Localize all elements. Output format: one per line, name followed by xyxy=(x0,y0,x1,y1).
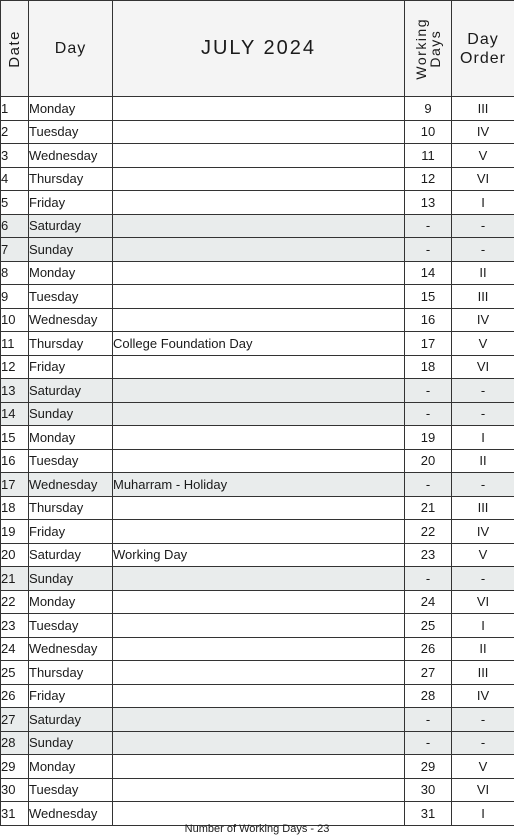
event-cell xyxy=(113,167,405,191)
date-cell: 6 xyxy=(1,214,29,238)
table-row xyxy=(1,708,514,732)
date-cell: 29 xyxy=(1,755,29,779)
table-row xyxy=(1,426,514,450)
event-cell xyxy=(113,755,405,779)
header-row xyxy=(1,1,514,97)
day-cell: Sunday xyxy=(29,238,113,262)
date-header-label: Date xyxy=(6,30,23,68)
working-day-cell: - xyxy=(405,567,452,591)
day-order-cell: - xyxy=(452,214,514,238)
event-cell xyxy=(113,778,405,802)
working-day-cell: 23 xyxy=(405,543,452,567)
working-day-cell: 11 xyxy=(405,144,452,168)
working-day-cell: 10 xyxy=(405,120,452,144)
day-cell: Monday xyxy=(29,755,113,779)
day-order-cell: - xyxy=(452,567,514,591)
day-order-cell: III xyxy=(452,285,514,309)
day-cell: Sunday xyxy=(29,567,113,591)
table-row xyxy=(1,590,514,614)
day-cell: Sunday xyxy=(29,402,113,426)
day-cell: Monday xyxy=(29,261,113,285)
day-order-cell: - xyxy=(452,473,514,497)
table-row xyxy=(1,637,514,661)
date-cell: 26 xyxy=(1,684,29,708)
working-day-cell: 12 xyxy=(405,167,452,191)
day-order-cell: - xyxy=(452,731,514,755)
day-order-cell: V xyxy=(452,332,514,356)
date-cell: 8 xyxy=(1,261,29,285)
working-day-cell: 20 xyxy=(405,449,452,473)
day-cell: Wednesday xyxy=(29,637,113,661)
day-cell: Tuesday xyxy=(29,778,113,802)
date-cell: 9 xyxy=(1,285,29,309)
working-day-cell: 24 xyxy=(405,590,452,614)
table-row xyxy=(1,261,514,285)
working-day-cell: - xyxy=(405,379,452,403)
date-cell: 17 xyxy=(1,473,29,497)
event-cell xyxy=(113,238,405,262)
day-order-cell: III xyxy=(452,496,514,520)
date-cell: 1 xyxy=(1,97,29,121)
date-cell: 16 xyxy=(1,449,29,473)
table-row xyxy=(1,285,514,309)
date-cell: 5 xyxy=(1,191,29,215)
day-order-cell: IV xyxy=(452,684,514,708)
working-day-cell: - xyxy=(405,238,452,262)
working-day-cell: 28 xyxy=(405,684,452,708)
working-day-cell: 25 xyxy=(405,614,452,638)
day-order-cell: V xyxy=(452,755,514,779)
day-order-cell: I xyxy=(452,614,514,638)
day-order-column-header xyxy=(452,1,514,97)
table-row xyxy=(1,214,514,238)
date-cell: 3 xyxy=(1,144,29,168)
date-cell: 11 xyxy=(1,332,29,356)
day-order-cell: V xyxy=(452,543,514,567)
event-cell xyxy=(113,449,405,473)
day-order-cell: IV xyxy=(452,520,514,544)
day-cell: Thursday xyxy=(29,167,113,191)
event-cell: Muharram - Holiday xyxy=(113,473,405,497)
event-cell xyxy=(113,614,405,638)
day-cell: Tuesday xyxy=(29,614,113,638)
working-day-cell: - xyxy=(405,402,452,426)
day-cell: Thursday xyxy=(29,661,113,685)
working-day-cell: 22 xyxy=(405,520,452,544)
working-day-cell: 30 xyxy=(405,778,452,802)
date-cell: 31 xyxy=(1,802,29,826)
day-order-cell: II xyxy=(452,637,514,661)
day-cell: Wednesday xyxy=(29,802,113,826)
event-cell: College Foundation Day xyxy=(113,332,405,356)
table-row xyxy=(1,120,514,144)
table-row xyxy=(1,167,514,191)
event-cell xyxy=(113,355,405,379)
day-order-cell: VI xyxy=(452,778,514,802)
day-order-cell: II xyxy=(452,449,514,473)
date-cell: 20 xyxy=(1,543,29,567)
working-days-column-header xyxy=(405,1,452,97)
table-row xyxy=(1,308,514,332)
day-cell: Sunday xyxy=(29,731,113,755)
day-cell: Monday xyxy=(29,590,113,614)
date-cell: 4 xyxy=(1,167,29,191)
event-cell xyxy=(113,520,405,544)
event-cell xyxy=(113,97,405,121)
working-day-cell: - xyxy=(405,214,452,238)
table-row xyxy=(1,144,514,168)
date-cell: 25 xyxy=(1,661,29,685)
event-cell xyxy=(113,120,405,144)
day-cell: Saturday xyxy=(29,379,113,403)
day-cell: Monday xyxy=(29,426,113,450)
day-cell: Wednesday xyxy=(29,144,113,168)
table-row xyxy=(1,755,514,779)
working-day-cell: - xyxy=(405,708,452,732)
day-cell: Friday xyxy=(29,191,113,215)
working-day-cell: 15 xyxy=(405,285,452,309)
day-cell: Wednesday xyxy=(29,308,113,332)
day-order-header-line2: Order xyxy=(460,50,506,67)
working-day-cell: 21 xyxy=(405,496,452,520)
table-row xyxy=(1,449,514,473)
date-cell: 22 xyxy=(1,590,29,614)
table-row xyxy=(1,238,514,262)
working-day-cell: 27 xyxy=(405,661,452,685)
table-row xyxy=(1,684,514,708)
working-day-cell: - xyxy=(405,473,452,497)
calendar-body xyxy=(1,97,514,826)
day-cell: Thursday xyxy=(29,332,113,356)
day-cell: Friday xyxy=(29,520,113,544)
day-cell: Saturday xyxy=(29,708,113,732)
event-cell xyxy=(113,261,405,285)
day-order-cell: III xyxy=(452,661,514,685)
day-order-cell: I xyxy=(452,802,514,826)
day-order-cell: IV xyxy=(452,120,514,144)
working-day-cell: 16 xyxy=(405,308,452,332)
event-cell xyxy=(113,708,405,732)
date-cell: 21 xyxy=(1,567,29,591)
date-cell: 30 xyxy=(1,778,29,802)
table-row xyxy=(1,543,514,567)
date-cell: 19 xyxy=(1,520,29,544)
day-order-cell: V xyxy=(452,144,514,168)
working-day-cell: 9 xyxy=(405,97,452,121)
table-row xyxy=(1,97,514,121)
day-order-cell: IV xyxy=(452,308,514,332)
working-day-cell: 17 xyxy=(405,332,452,356)
table-row xyxy=(1,567,514,591)
working-day-cell: 26 xyxy=(405,637,452,661)
day-order-cell: II xyxy=(452,261,514,285)
date-cell: 27 xyxy=(1,708,29,732)
event-cell xyxy=(113,308,405,332)
day-order-cell: - xyxy=(452,708,514,732)
table-row xyxy=(1,332,514,356)
event-cell xyxy=(113,590,405,614)
day-cell: Saturday xyxy=(29,543,113,567)
day-order-cell: - xyxy=(452,379,514,403)
table-row xyxy=(1,520,514,544)
day-order-cell: III xyxy=(452,97,514,121)
working-days-header-label: Working Days xyxy=(414,18,442,80)
date-cell: 13 xyxy=(1,379,29,403)
event-cell xyxy=(113,661,405,685)
working-day-cell: 29 xyxy=(405,755,452,779)
working-days-total: Number of Working Days - 23 xyxy=(0,822,514,836)
date-cell: 10 xyxy=(1,308,29,332)
date-column-header xyxy=(1,1,29,97)
event-cell xyxy=(113,567,405,591)
day-cell: Tuesday xyxy=(29,120,113,144)
table-row xyxy=(1,614,514,638)
day-order-header-line1: Day xyxy=(467,31,498,48)
day-cell: Wednesday xyxy=(29,473,113,497)
table-row xyxy=(1,402,514,426)
event-cell xyxy=(113,191,405,215)
date-cell: 2 xyxy=(1,120,29,144)
table-row xyxy=(1,355,514,379)
working-day-cell: 14 xyxy=(405,261,452,285)
date-cell: 23 xyxy=(1,614,29,638)
day-cell: Monday xyxy=(29,97,113,121)
date-cell: 24 xyxy=(1,637,29,661)
date-cell: 7 xyxy=(1,238,29,262)
event-cell xyxy=(113,379,405,403)
day-order-cell: I xyxy=(452,426,514,450)
event-cell xyxy=(113,285,405,309)
working-day-cell: - xyxy=(405,731,452,755)
day-order-cell: VI xyxy=(452,167,514,191)
date-cell: 12 xyxy=(1,355,29,379)
working-day-cell: 31 xyxy=(405,802,452,826)
event-cell xyxy=(113,402,405,426)
table-row xyxy=(1,731,514,755)
date-cell: 14 xyxy=(1,402,29,426)
table-row xyxy=(1,379,514,403)
event-cell xyxy=(113,496,405,520)
date-cell: 18 xyxy=(1,496,29,520)
day-order-cell: VI xyxy=(452,355,514,379)
table-row xyxy=(1,473,514,497)
table-row xyxy=(1,661,514,685)
day-cell: Tuesday xyxy=(29,449,113,473)
event-cell xyxy=(113,144,405,168)
table-row xyxy=(1,496,514,520)
date-cell: 15 xyxy=(1,426,29,450)
day-order-cell: VI xyxy=(452,590,514,614)
working-day-cell: 18 xyxy=(405,355,452,379)
day-column-header: Day xyxy=(29,1,113,97)
month-title: JULY 2024 xyxy=(113,1,405,97)
table-row xyxy=(1,778,514,802)
day-cell: Thursday xyxy=(29,496,113,520)
day-order-cell: I xyxy=(452,191,514,215)
day-cell: Friday xyxy=(29,355,113,379)
day-order-cell: - xyxy=(452,238,514,262)
event-cell xyxy=(113,684,405,708)
event-cell xyxy=(113,426,405,450)
date-cell: 28 xyxy=(1,731,29,755)
event-cell xyxy=(113,214,405,238)
event-cell xyxy=(113,637,405,661)
working-day-cell: 13 xyxy=(405,191,452,215)
event-cell: Working Day xyxy=(113,543,405,567)
table-row xyxy=(1,191,514,215)
day-cell: Saturday xyxy=(29,214,113,238)
day-order-cell: - xyxy=(452,402,514,426)
working-day-cell: 19 xyxy=(405,426,452,450)
day-cell: Friday xyxy=(29,684,113,708)
day-cell: Tuesday xyxy=(29,285,113,309)
event-cell xyxy=(113,731,405,755)
